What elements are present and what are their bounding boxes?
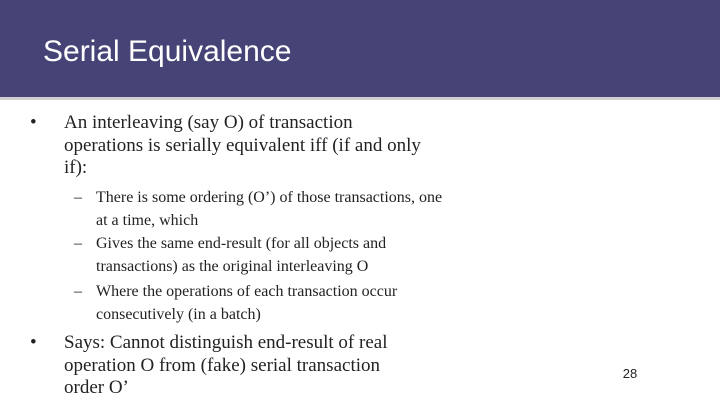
- bullet-marker: •: [30, 332, 37, 353]
- sub-bullet-text: Gives the same end-result (for all objects and transactions) as the original interleaving O: [96, 235, 387, 275]
- sub-bullet-marker: –: [74, 189, 82, 206]
- bullet-item: [30, 332, 430, 402]
- page-number: 28: [622, 366, 638, 381]
- bullet-text: An interleaving (say O) of transaction operations is serially equivalent iff (if and only if):: [64, 112, 421, 178]
- sub-bullet-item: [74, 187, 464, 232]
- sub-bullet-marker: –: [74, 283, 82, 300]
- sub-bullet-text: There is some ordering (O’) of those transactions, one at a time, which: [96, 189, 443, 229]
- slide-title: Serial Equivalence: [43, 35, 292, 68]
- sub-bullet-item: [74, 281, 464, 326]
- bullet-text: Says: Cannot distinguish end-result of real operation O from (fake) serial transaction order O’: [64, 332, 388, 398]
- bullet-marker: •: [30, 112, 37, 133]
- sub-bullet-item: [74, 233, 464, 278]
- sub-bullet-marker: –: [74, 235, 82, 252]
- bullet-item: [30, 112, 430, 182]
- sub-bullet-text: Where the operations of each transaction occur consecutively (in a batch): [96, 283, 398, 323]
